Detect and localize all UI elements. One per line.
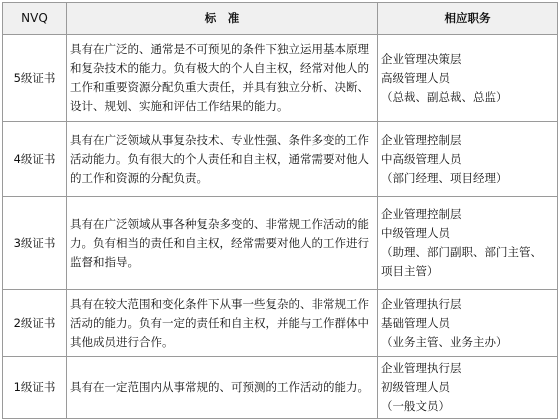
header-level: NVQ	[3, 3, 67, 35]
role-line: 中级管理人员	[381, 226, 450, 240]
role-line: （部门经理、项目经理）	[381, 170, 508, 185]
role-line: 中高级管理人员	[381, 151, 462, 166]
role-line: 初级管理人员	[381, 380, 450, 394]
role-cell	[378, 290, 558, 357]
role-line: （总裁、副总裁、总监）	[381, 89, 508, 104]
table-row	[3, 290, 558, 357]
role-cell	[378, 122, 558, 197]
table-header-row	[3, 3, 558, 35]
table-row	[3, 35, 558, 122]
role-line: 项目主管）	[381, 264, 439, 278]
table-row	[3, 122, 558, 197]
role-line: 高级管理人员	[381, 70, 450, 85]
level-cell: 5级证书	[3, 35, 67, 122]
level-cell: 1级证书	[3, 357, 67, 419]
role-line: 企业管理执行层	[381, 361, 462, 375]
standard-cell: 具有在广泛的、通常是不可预见的条件下独立运用基本原理和复杂技术的能力。负有极大的个人自主权，经常对他人的工作和重要资源分配负重大责任，并具有独立分析、决断、设计、规划、实施和评估工作结果的能力。	[67, 35, 378, 122]
role-line: 基础管理人员	[381, 315, 450, 330]
level-cell: 2级证书	[3, 290, 67, 357]
standard-cell: 具有在较大范围和变化条件下从事一些复杂的、非常规工作活动的能力。负有一定的责任和自主权，并能与工作群体中其他成员进行合作。	[67, 290, 378, 357]
nvq-certificate-table	[2, 2, 558, 419]
role-line: 企业管理控制层	[381, 132, 462, 147]
level-cell: 3级证书	[3, 197, 67, 290]
header-role: 相应职务	[378, 3, 558, 35]
standard-cell: 具有在一定范围内从事常规的、可预测的工作活动的能力。	[67, 357, 378, 419]
level-cell: 4级证书	[3, 122, 67, 197]
table-row	[3, 357, 558, 419]
role-cell	[378, 35, 558, 122]
role-line: 企业管理决策层	[381, 51, 462, 66]
role-line: （助理、部门副职、部门主管、	[381, 245, 542, 259]
role-cell	[378, 197, 558, 290]
standard-cell: 具有在广泛领域从事复杂技术、专业性强、条件多变的工作活动能力。负有很大的个人责任和自主权，通常需要对他人的工作和资源的分配负责。	[67, 122, 378, 197]
role-cell	[378, 357, 558, 419]
role-line: 企业管理控制层	[381, 207, 462, 221]
standard-cell: 具有在广泛领域从事各种复杂多变的、非常规工作活动的能力。负有相当的责任和自主权，经常需要对他人的工作进行监督和指导。	[67, 197, 378, 290]
role-line: 企业管理执行层	[381, 296, 462, 311]
role-line: （业务主管、业务主办）	[381, 334, 508, 349]
role-line: （一般文员）	[381, 399, 450, 413]
header-standard: 标 准	[67, 3, 378, 35]
table-row	[3, 197, 558, 290]
